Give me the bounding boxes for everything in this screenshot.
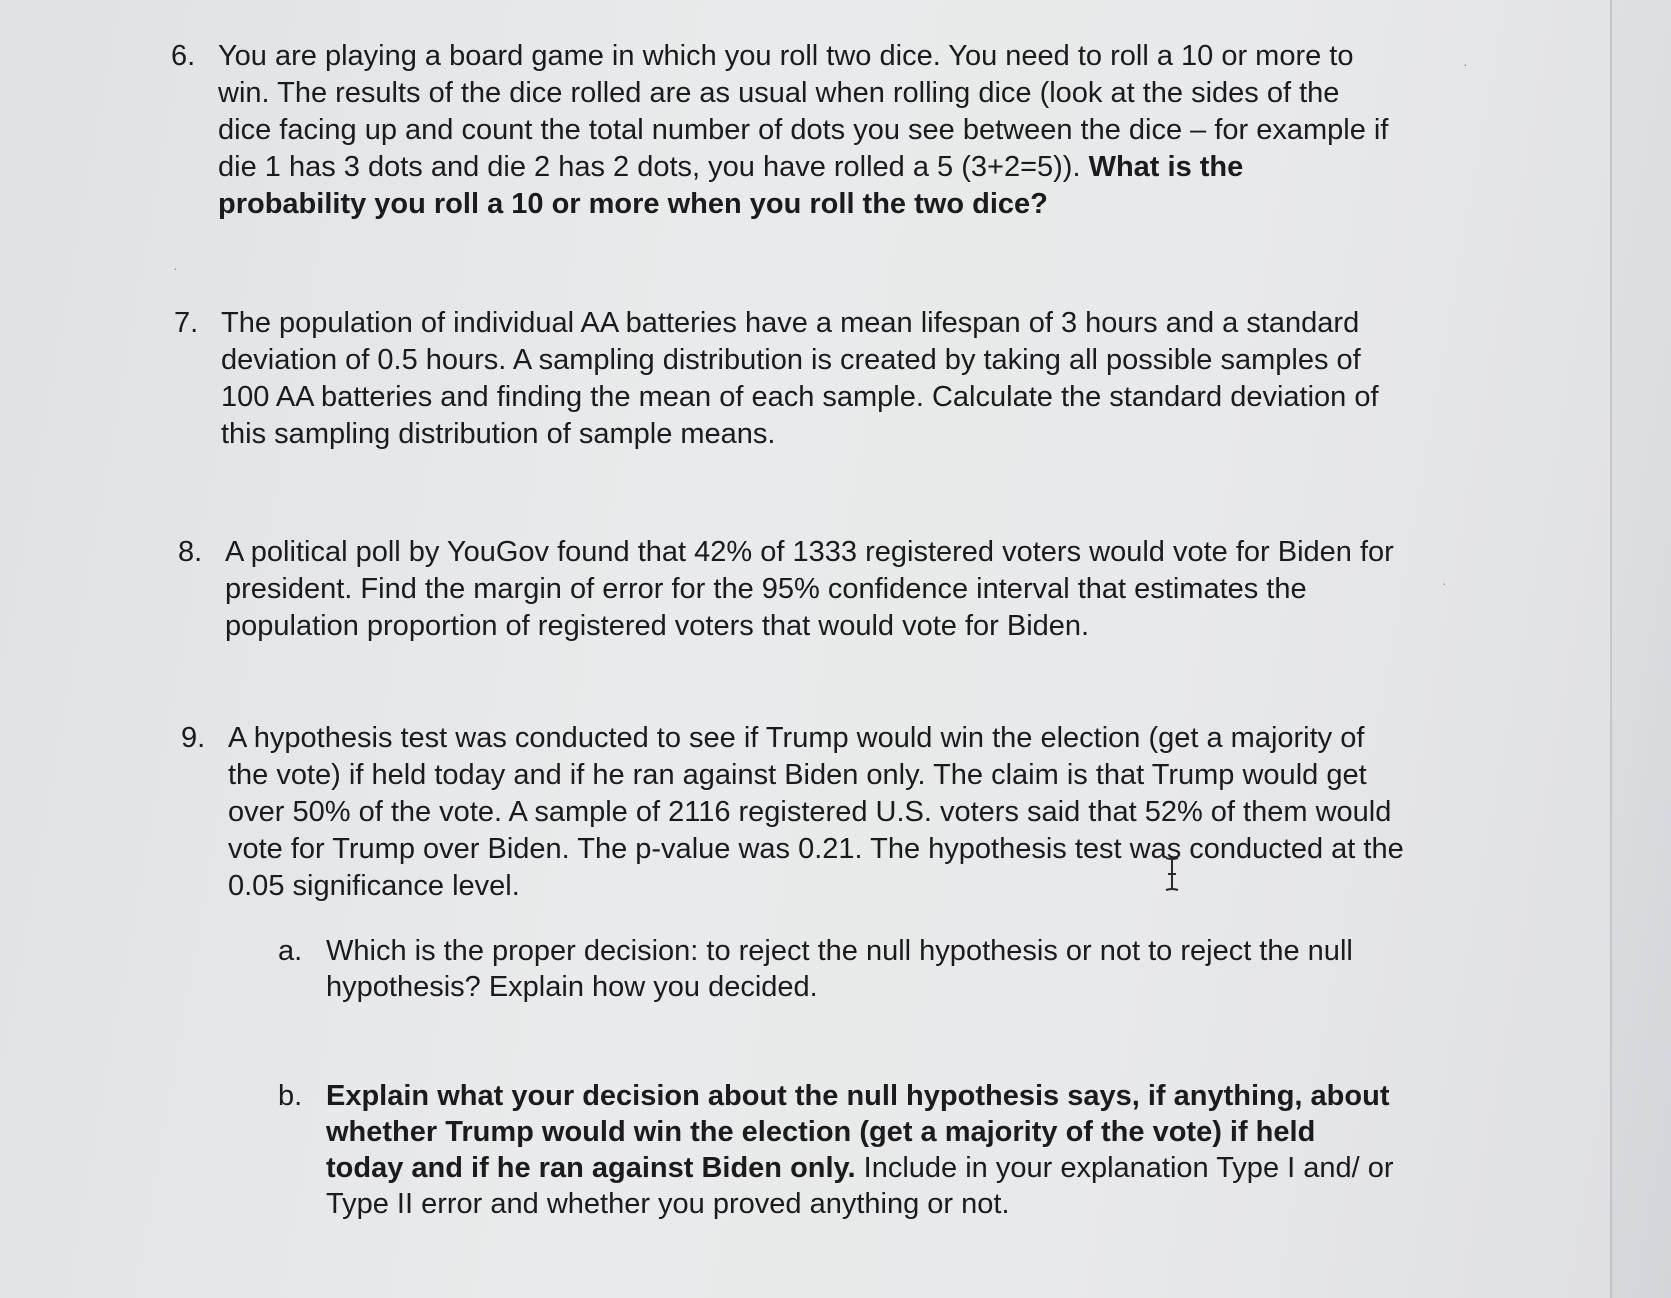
question-6 — [171, 38, 1398, 223]
question-9 — [181, 720, 1408, 905]
part-b-text: Include in your explanation Type I and/ or Type II error and whether you proved anything or not. — [326, 1152, 1394, 1220]
question-number: 7. — [174, 307, 199, 339]
question-9-prompt: A hypothesis test was conducted to see if Trump would win the election (get a majority of the vote) if held today and if he ran against Biden only. The claim is that Trump would get over 50% of the vote. A sample of 2116 registered U.S. voters said that 52% of them would vote for Trump over Biden. The p-value was 0.21. The hypothesis test was conducted at the 0.05 significance level. — [228, 722, 1404, 902]
paper-speck: · — [173, 260, 178, 276]
question-number: 6. — [171, 40, 196, 72]
part-label: b. — [278, 1080, 303, 1112]
question-8-prompt: A political poll by YouGov found that 42% of 1333 registered voters would vote for Biden for president. Find the margin of error for the 95% confidence interval that estimates the population proportion of registered voters that would vote for Biden. — [225, 536, 1394, 642]
part-label: a. — [278, 935, 303, 967]
part-a-text: Which is the proper decision: to reject the null hypothesis or not to reject the null hypothesis? Explain how you decided. — [326, 935, 1353, 1003]
question-8 — [178, 534, 1405, 645]
question-7 — [174, 305, 1401, 453]
question-6-prompt: You are playing a board game in which you roll two dice. You need to roll a 10 or more to win. The results of the dice rolled are as usual when rolling dice (look at the sides of the dice facing up and count the total number of dots you see between the dice – for example if die 1 has 3 dots and die 2 has 2 dots, you have rolled a 5 (3+2=5)). — [218, 40, 1389, 183]
paper-speck: · — [1442, 575, 1447, 591]
question-9-part-b — [278, 1078, 1396, 1222]
question-number: 9. — [181, 722, 206, 754]
question-text — [218, 38, 1398, 223]
question-6-bold-prompt: What is the probability you roll a 10 or more when you roll the two dice? — [218, 151, 1244, 220]
question-7-prompt: The population of individual AA batteries have a mean lifespan of 3 hours and a standard deviation of 0.5 hours. A sampling distribution is created by taking all possible samples of 100 AA batteries and finding the mean of each sample. Calculate the standard deviation of this sampling distribution of sample means. — [221, 307, 1379, 450]
question-number: 8. — [178, 536, 203, 568]
paper-speck: · — [1463, 56, 1468, 72]
part-b-bold-text: Explain what your decision about the null hypothesis says, if anything, about whether Trump would win the election (get a majority of the vote) if held today and if he ran against Biden only. — [326, 1080, 1390, 1184]
question-9-part-a — [278, 933, 1396, 1005]
text-cursor-icon — [1163, 856, 1181, 892]
